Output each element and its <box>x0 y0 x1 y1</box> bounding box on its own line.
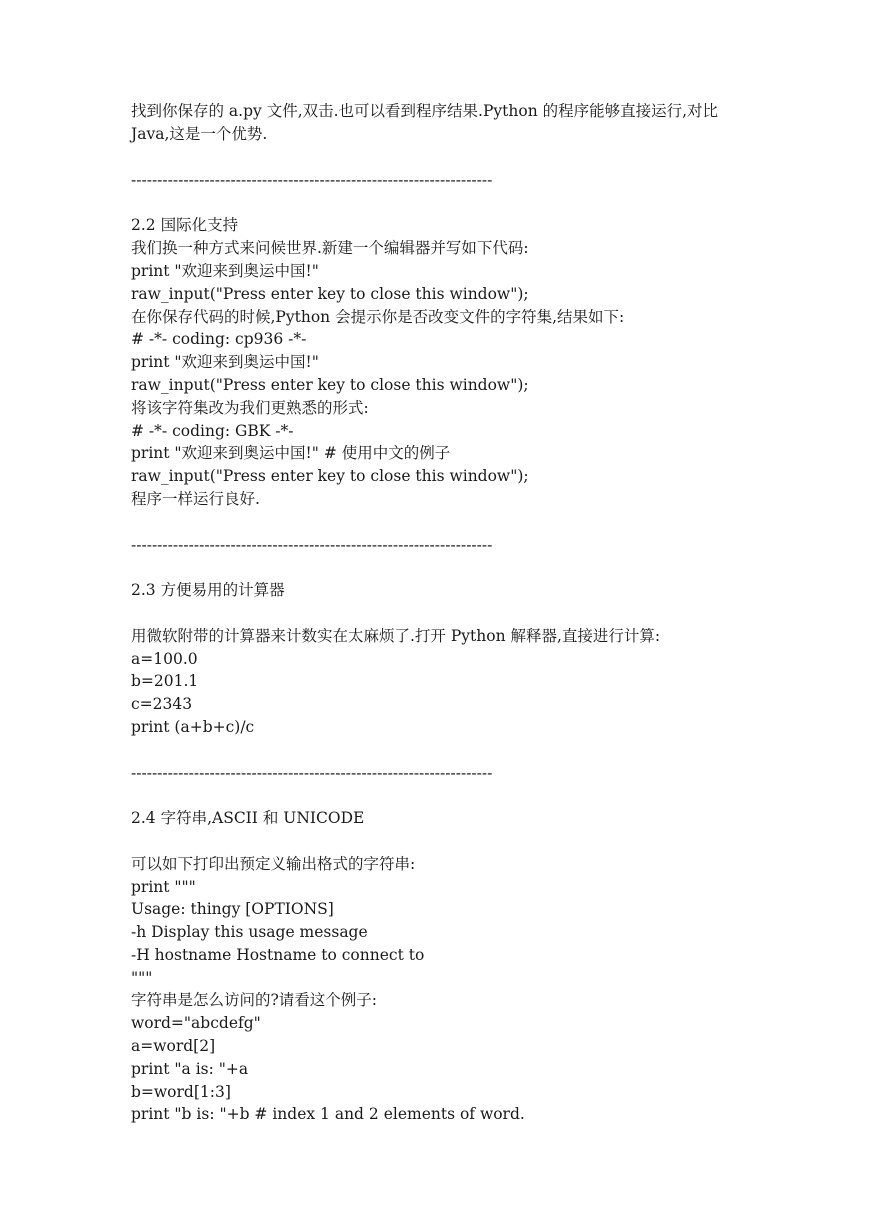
code-line: print (a+b+c)/c <box>131 717 255 736</box>
code-line: raw_input("Press enter key to close this window"); <box>131 467 529 486</box>
code-line: print """ <box>131 877 196 896</box>
intro-paragraph: 找到你保存的 a.py 文件,双击.也可以看到程序结果.Python 的程序能够直接运行,对比 Java,这是一个优势. <box>131 102 719 143</box>
spacer <box>131 192 741 215</box>
code-line: # -*- coding: cp936 -*- <box>131 330 307 349</box>
spacer <box>131 602 741 625</box>
code-line: # -*- coding: GBK -*- <box>131 421 294 440</box>
section-heading-2-4: 2.4 字符串,ASCII 和 UNICODE <box>131 809 365 828</box>
code-line: """ <box>131 968 153 987</box>
text-line: 用微软附带的计算器来计数实在太麻烦了.打开 Python 解释器,直接进行计算: <box>131 626 661 645</box>
code-line: print "欢迎来到奥运中国!" # 使用中文的例子 <box>131 444 451 463</box>
code-line: Usage: thingy [OPTIONS] <box>131 900 334 919</box>
section-heading-2-2: 2.2 国际化支持 <box>131 216 239 235</box>
text-line: 字符串是怎么访问的?请看这个例子: <box>131 991 378 1010</box>
text-line: 可以如下打印出预定义输出格式的字符串: <box>131 854 416 873</box>
code-line: raw_input("Press enter key to close this window"); <box>131 375 529 394</box>
code-line: word="abcdefg" <box>131 1014 261 1033</box>
code-line: c=2343 <box>131 695 193 714</box>
code-line: print "欢迎来到奥运中国!" <box>131 353 319 372</box>
code-line: b=word[1:3] <box>131 1082 231 1101</box>
spacer <box>131 830 741 853</box>
code-line: print "b is: "+b # index 1 and 2 elements of word. <box>131 1105 525 1124</box>
text-line: 在你保存代码的时候,Python 会提示你是否改变文件的字符集,结果如下: <box>131 307 625 326</box>
code-line: print "欢迎来到奥运中国!" <box>131 261 319 280</box>
text-line: 我们换一种方式来问候世界.新建一个编辑器并写如下代码: <box>131 239 529 258</box>
section-heading-2-3: 2.3 方便易用的计算器 <box>131 581 285 600</box>
spacer <box>131 739 741 762</box>
code-line: print "a is: "+a <box>131 1059 249 1078</box>
code-line: -h Display this usage message <box>131 923 368 942</box>
spacer <box>131 556 741 579</box>
code-line: a=100.0 <box>131 649 198 668</box>
code-line: raw_input("Press enter key to close this window"); <box>131 284 529 303</box>
document-page <box>131 100 741 1126</box>
spacer <box>131 784 741 807</box>
text-line: 将该字符集改为我们更熟悉的形式: <box>131 398 369 417</box>
text-line: 程序一样运行良好. <box>131 489 260 508</box>
code-line: -H hostname Hostname to connect to <box>131 945 425 964</box>
separator-rule: --------------------------------------------------------------------- <box>131 535 493 554</box>
separator-rule: --------------------------------------------------------------------- <box>131 763 493 782</box>
code-line: a=word[2] <box>131 1037 216 1056</box>
spacer <box>131 146 741 169</box>
code-line: b=201.1 <box>131 672 199 691</box>
separator-rule: --------------------------------------------------------------------- <box>131 170 493 189</box>
spacer <box>131 511 741 534</box>
